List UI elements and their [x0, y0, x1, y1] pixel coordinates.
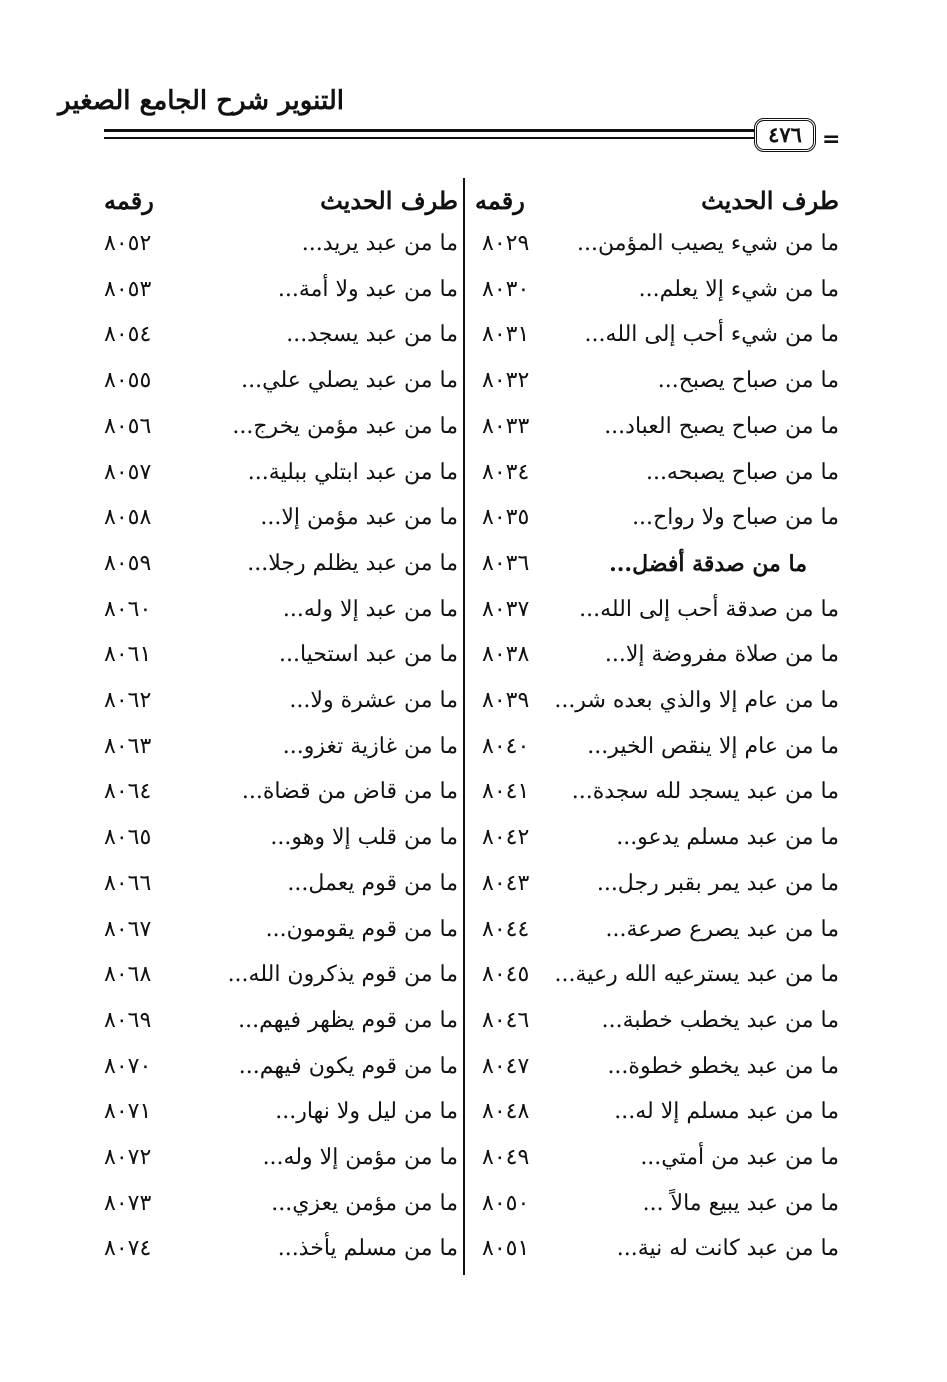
- hadith-entry-number: ٨٠٦٦: [104, 871, 152, 896]
- hadith-entry-text: ما من صباح ولا رواح...: [632, 505, 839, 530]
- hadith-entry-number: ٨٠٣٢: [482, 368, 530, 393]
- header-rule-thin: [104, 137, 754, 139]
- hadith-entry-text: ما من صدقة أحب إلى الله...: [579, 597, 839, 622]
- hadith-entry-number: ٨٠٦٩: [104, 1008, 152, 1033]
- hadith-entry-number: ٨٠٥٨: [104, 505, 152, 530]
- hadith-entry-text: ما من قوم يقومون...: [265, 917, 458, 942]
- hadith-entry-number: ٨٠٦٤: [104, 779, 152, 804]
- hadith-entry-text: ما من مسلم يأخذ...: [277, 1236, 458, 1261]
- hadith-entry-text: ما من عبد استحيا...: [278, 642, 458, 667]
- hadith-entry-text: ما من عبد كانت له نية...: [616, 1236, 839, 1261]
- left-hadith-header: طرف الحديث: [320, 186, 458, 215]
- hadith-entry-text: ما من صباح يصبحه...: [645, 460, 839, 485]
- hadith-entry-number: ٨٠٦٢: [104, 688, 152, 713]
- hadith-entry-number: ٨٠٤٤: [482, 917, 530, 942]
- hadith-entry-number: ٨٠٤٣: [482, 871, 530, 896]
- hadith-entry-number: ٨٠٤٥: [482, 962, 530, 987]
- hadith-entry-text: ما من صباح يصبح العباد...: [604, 414, 839, 439]
- hadith-entry-text: ما من عبد يسترعيه الله رعية...: [554, 962, 839, 987]
- header-dash: =: [822, 127, 841, 152]
- hadith-entry-text: ما من عبد يمر بقبر رجل...: [596, 871, 839, 896]
- hadith-entry-number: ٨٠٥٦: [104, 414, 152, 439]
- hadith-entry-number: ٨٠٣٧: [482, 597, 530, 622]
- hadith-entry-number: ٨٠٤١: [482, 779, 530, 804]
- right-hadith-header: طرف الحديث: [701, 186, 839, 215]
- hadith-entry-number: ٨٠٥٠: [482, 1191, 530, 1216]
- hadith-entry-text: ما من عبد ولا أمة...: [277, 277, 458, 302]
- hadith-entry-text: ما من عام إلا والذي بعده شر...: [554, 688, 839, 713]
- hadith-entry-text: ما من صباح يصبح...: [657, 368, 839, 393]
- hadith-entry-text: ما من عام إلا ينقص الخير...: [587, 734, 839, 759]
- hadith-entry-number: ٨٠٥٣: [104, 277, 152, 302]
- hadith-entry-number: ٨٠٣٣: [482, 414, 530, 439]
- left-number-header: رقمه: [104, 186, 154, 215]
- hadith-entry-number: ٨٠٧٤: [104, 1236, 152, 1261]
- hadith-entry-text: ما من شيء إلا يعلم...: [638, 277, 839, 302]
- hadith-entry-text: ما من شيء يصيب المؤمن...: [577, 231, 839, 256]
- hadith-entry-text: ما من عبد يخطب خطبة...: [601, 1008, 839, 1033]
- hadith-entry-text: ما من عبد يظلم رجلا...: [247, 551, 458, 576]
- hadith-entry-number: ٨٠٧٢: [104, 1145, 152, 1170]
- hadith-entry-text: ما من قاض من قضاة...: [241, 779, 458, 804]
- hadith-entry-number: ٨٠٤٩: [482, 1145, 530, 1170]
- hadith-entry-number: ٨٠٣٤: [482, 460, 530, 485]
- hadith-entry-text: ما من مؤمن إلا وله...: [262, 1145, 458, 1170]
- hadith-entry-number: ٨٠٤٠: [482, 734, 530, 759]
- hadith-entry-number: ٨٠٦١: [104, 642, 152, 667]
- right-number-header: رقمه: [475, 186, 525, 215]
- column-divider: [463, 178, 465, 1275]
- hadith-entry-text: ما من شيء أحب إلى الله...: [584, 322, 839, 347]
- hadith-entry-number: ٨٠٧٠: [104, 1054, 152, 1079]
- hadith-entry-number: ٨٠٦٣: [104, 734, 152, 759]
- hadith-entry-text: ما من صدقة أفضل...: [609, 551, 807, 577]
- hadith-entry-number: ٨٠٦٠: [104, 597, 152, 622]
- hadith-entry-number: ٨٠٣٦: [482, 551, 530, 576]
- hadith-entry-text: ما من عبد مسلم يدعو...: [616, 825, 839, 850]
- hadith-entry-number: ٨٠٦٧: [104, 917, 152, 942]
- hadith-entry-number: ٨٠٤٢: [482, 825, 530, 850]
- hadith-entry-text: ما من قوم يظهر فيهم...: [238, 1008, 458, 1033]
- hadith-entry-text: ما من مؤمن يعزي...: [271, 1191, 458, 1216]
- hadith-entry-text: ما من عبد يصرع صرعة...: [605, 917, 839, 942]
- hadith-entry-text: ما من عشرة ولا...: [289, 688, 458, 713]
- hadith-entry-number: ٨٠٣٩: [482, 688, 530, 713]
- hadith-entry-number: ٨٠٦٨: [104, 962, 152, 987]
- hadith-entry-text: ما من صلاة مفروضة إلا...: [604, 642, 839, 667]
- hadith-entry-number: ٨٠٥٥: [104, 368, 152, 393]
- hadith-entry-text: ما من عبد يبيع مالاً ...: [642, 1191, 839, 1216]
- hadith-entry-text: ما من ليل ولا نهار...: [275, 1099, 458, 1124]
- hadith-entry-number: ٨٠٦٥: [104, 825, 152, 850]
- hadith-entry-number: ٨٠٣٠: [482, 277, 530, 302]
- hadith-entry-text: ما من عبد يخطو خطوة...: [607, 1054, 839, 1079]
- header-rule-thick: [104, 129, 754, 132]
- page-number-box: ٤٧٦: [754, 118, 816, 152]
- hadith-entry-text: ما من عبد مسلم إلا له...: [614, 1099, 839, 1124]
- hadith-entry-number: ٨٠٣١: [482, 322, 530, 347]
- hadith-entry-number: ٨٠٢٩: [482, 231, 530, 256]
- hadith-entry-number: ٨٠٥٩: [104, 551, 152, 576]
- hadith-entry-number: ٨٠٥٧: [104, 460, 152, 485]
- hadith-entry-text: ما من غازية تغزو...: [282, 734, 458, 759]
- hadith-entry-text: ما من قوم يذكرون الله...: [227, 962, 458, 987]
- hadith-entry-text: ما من قوم يعمل...: [287, 871, 458, 896]
- hadith-entry-number: ٨٠٥٤: [104, 322, 152, 347]
- hadith-entry-text: ما من عبد مؤمن إلا...: [260, 505, 458, 530]
- hadith-entry-text: ما من عبد يريد...: [301, 231, 458, 256]
- hadith-entry-number: ٨٠٣٨: [482, 642, 530, 667]
- hadith-entry-number: ٨٠٤٨: [482, 1099, 530, 1124]
- hadith-entry-number: ٨٠٤٦: [482, 1008, 530, 1033]
- hadith-entry-number: ٨٠٥٢: [104, 231, 152, 256]
- hadith-entry-text: ما من قلب إلا وهو...: [270, 825, 458, 850]
- hadith-entry-text: ما من قوم يكون فيهم...: [238, 1054, 458, 1079]
- hadith-entry-number: ٨٠٤٧: [482, 1054, 530, 1079]
- hadith-entry-text: ما من عبد إلا وله...: [282, 597, 458, 622]
- hadith-entry-number: ٨٠٧٣: [104, 1191, 152, 1216]
- book-title: التنوير شرح الجامع الصغير: [58, 86, 344, 116]
- hadith-entry-number: ٨٠٣٥: [482, 505, 530, 530]
- hadith-entry-text: ما من عبد مؤمن يخرج...: [232, 414, 458, 439]
- hadith-entry-number: ٨٠٧١: [104, 1099, 152, 1124]
- hadith-entry-text: ما من عبد ابتلي ببلية...: [247, 460, 458, 485]
- hadith-entry-text: ما من عبد من أمتي...: [640, 1145, 839, 1170]
- hadith-entry-number: ٨٠٥١: [482, 1236, 530, 1261]
- hadith-entry-text: ما من عبد يسجد...: [286, 322, 458, 347]
- hadith-entry-text: ما من عبد يسجد لله سجدة...: [571, 779, 839, 804]
- hadith-entry-text: ما من عبد يصلي علي...: [241, 368, 458, 393]
